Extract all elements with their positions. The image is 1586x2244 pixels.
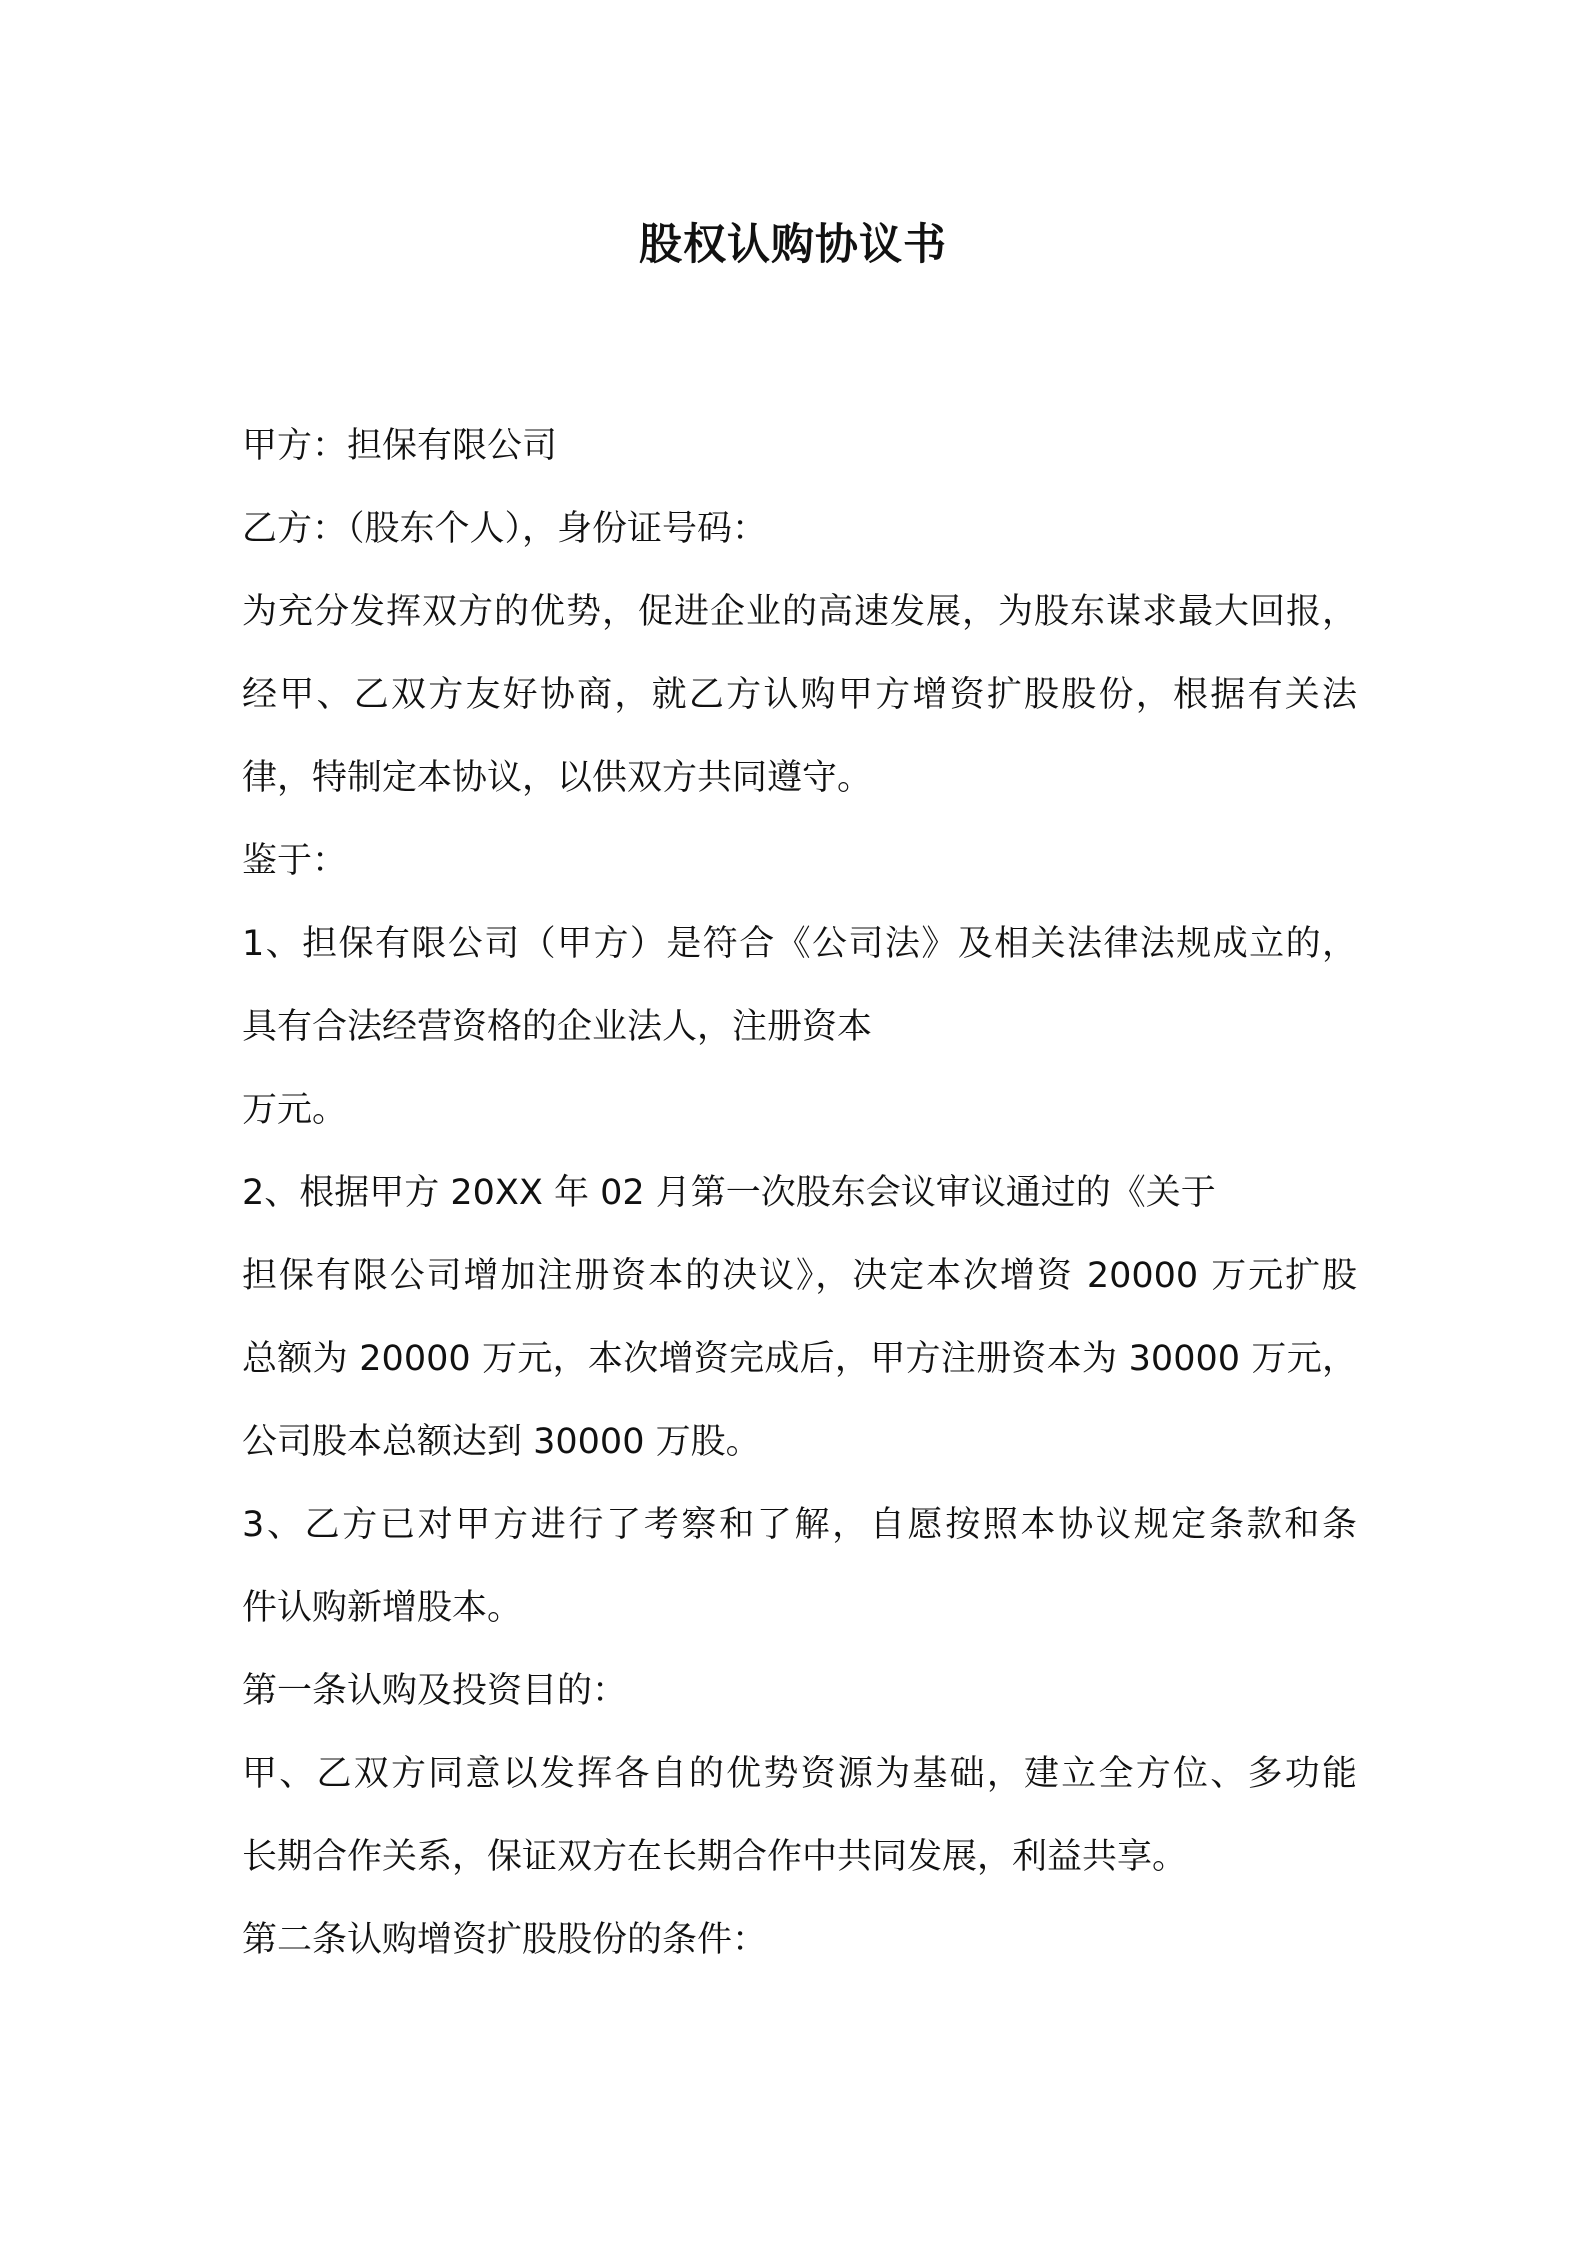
preamble-line: 为充分发挥双方的优势，促进企业的高速发展，为股东谋求最大回报， <box>242 592 1357 632</box>
preamble-line: 律，特制定本协议，以供双方共同遵守。 <box>242 758 873 798</box>
whereas-item-1-line: 具有合法经营资格的企业法人，注册资本 <box>242 1007 873 1047</box>
party-a-line: 甲方：担保有限公司 <box>242 426 558 466</box>
whereas-heading: 鉴于： <box>242 841 348 881</box>
article-1-text-line: 长期合作关系，保证双方在长期合作中共同发展，利益共享。 <box>242 1837 1188 1877</box>
whereas-item-2-line: 公司股本总额达到 30000 万股。 <box>242 1422 761 1462</box>
document-body <box>242 405 1357 1982</box>
whereas-item-1-line: 1、担保有限公司（甲方）是符合《公司法》及相关法律法规成立的， <box>242 924 1357 964</box>
whereas-item-1-line: 万元。 <box>242 1090 348 1130</box>
whereas-item-2-line: 总额为 20000 万元，本次增资完成后，甲方注册资本为 30000 万元， <box>242 1339 1357 1379</box>
article-2-heading: 第二条认购增资扩股股份的条件： <box>242 1920 768 1960</box>
preamble-line: 经甲、乙双方友好协商，就乙方认购甲方增资扩股股份，根据有关法 <box>242 675 1357 715</box>
whereas-item-2-line: 2、根据甲方 20XX 年 02 月第一次股东会议审议通过的《关于 <box>242 1173 1216 1213</box>
whereas-item-3-line: 件认购新增股本。 <box>242 1588 523 1628</box>
whereas-item-2-line: 担保有限公司增加注册资本的决议》，决定本次增资 20000 万元扩股 <box>242 1256 1358 1296</box>
article-1-text-line: 甲、乙双方同意以发挥各自的优势资源为基础，建立全方位、多功能 <box>242 1754 1357 1794</box>
article-1-heading: 第一条认购及投资目的： <box>242 1671 628 1711</box>
document-title: 股权认购协议书 <box>639 220 947 270</box>
party-b-line: 乙方：（股东个人），身份证号码： <box>242 509 768 549</box>
whereas-item-3-line: 3、乙方已对甲方进行了考察和了解，自愿按照本协议规定条款和条 <box>242 1505 1357 1545</box>
